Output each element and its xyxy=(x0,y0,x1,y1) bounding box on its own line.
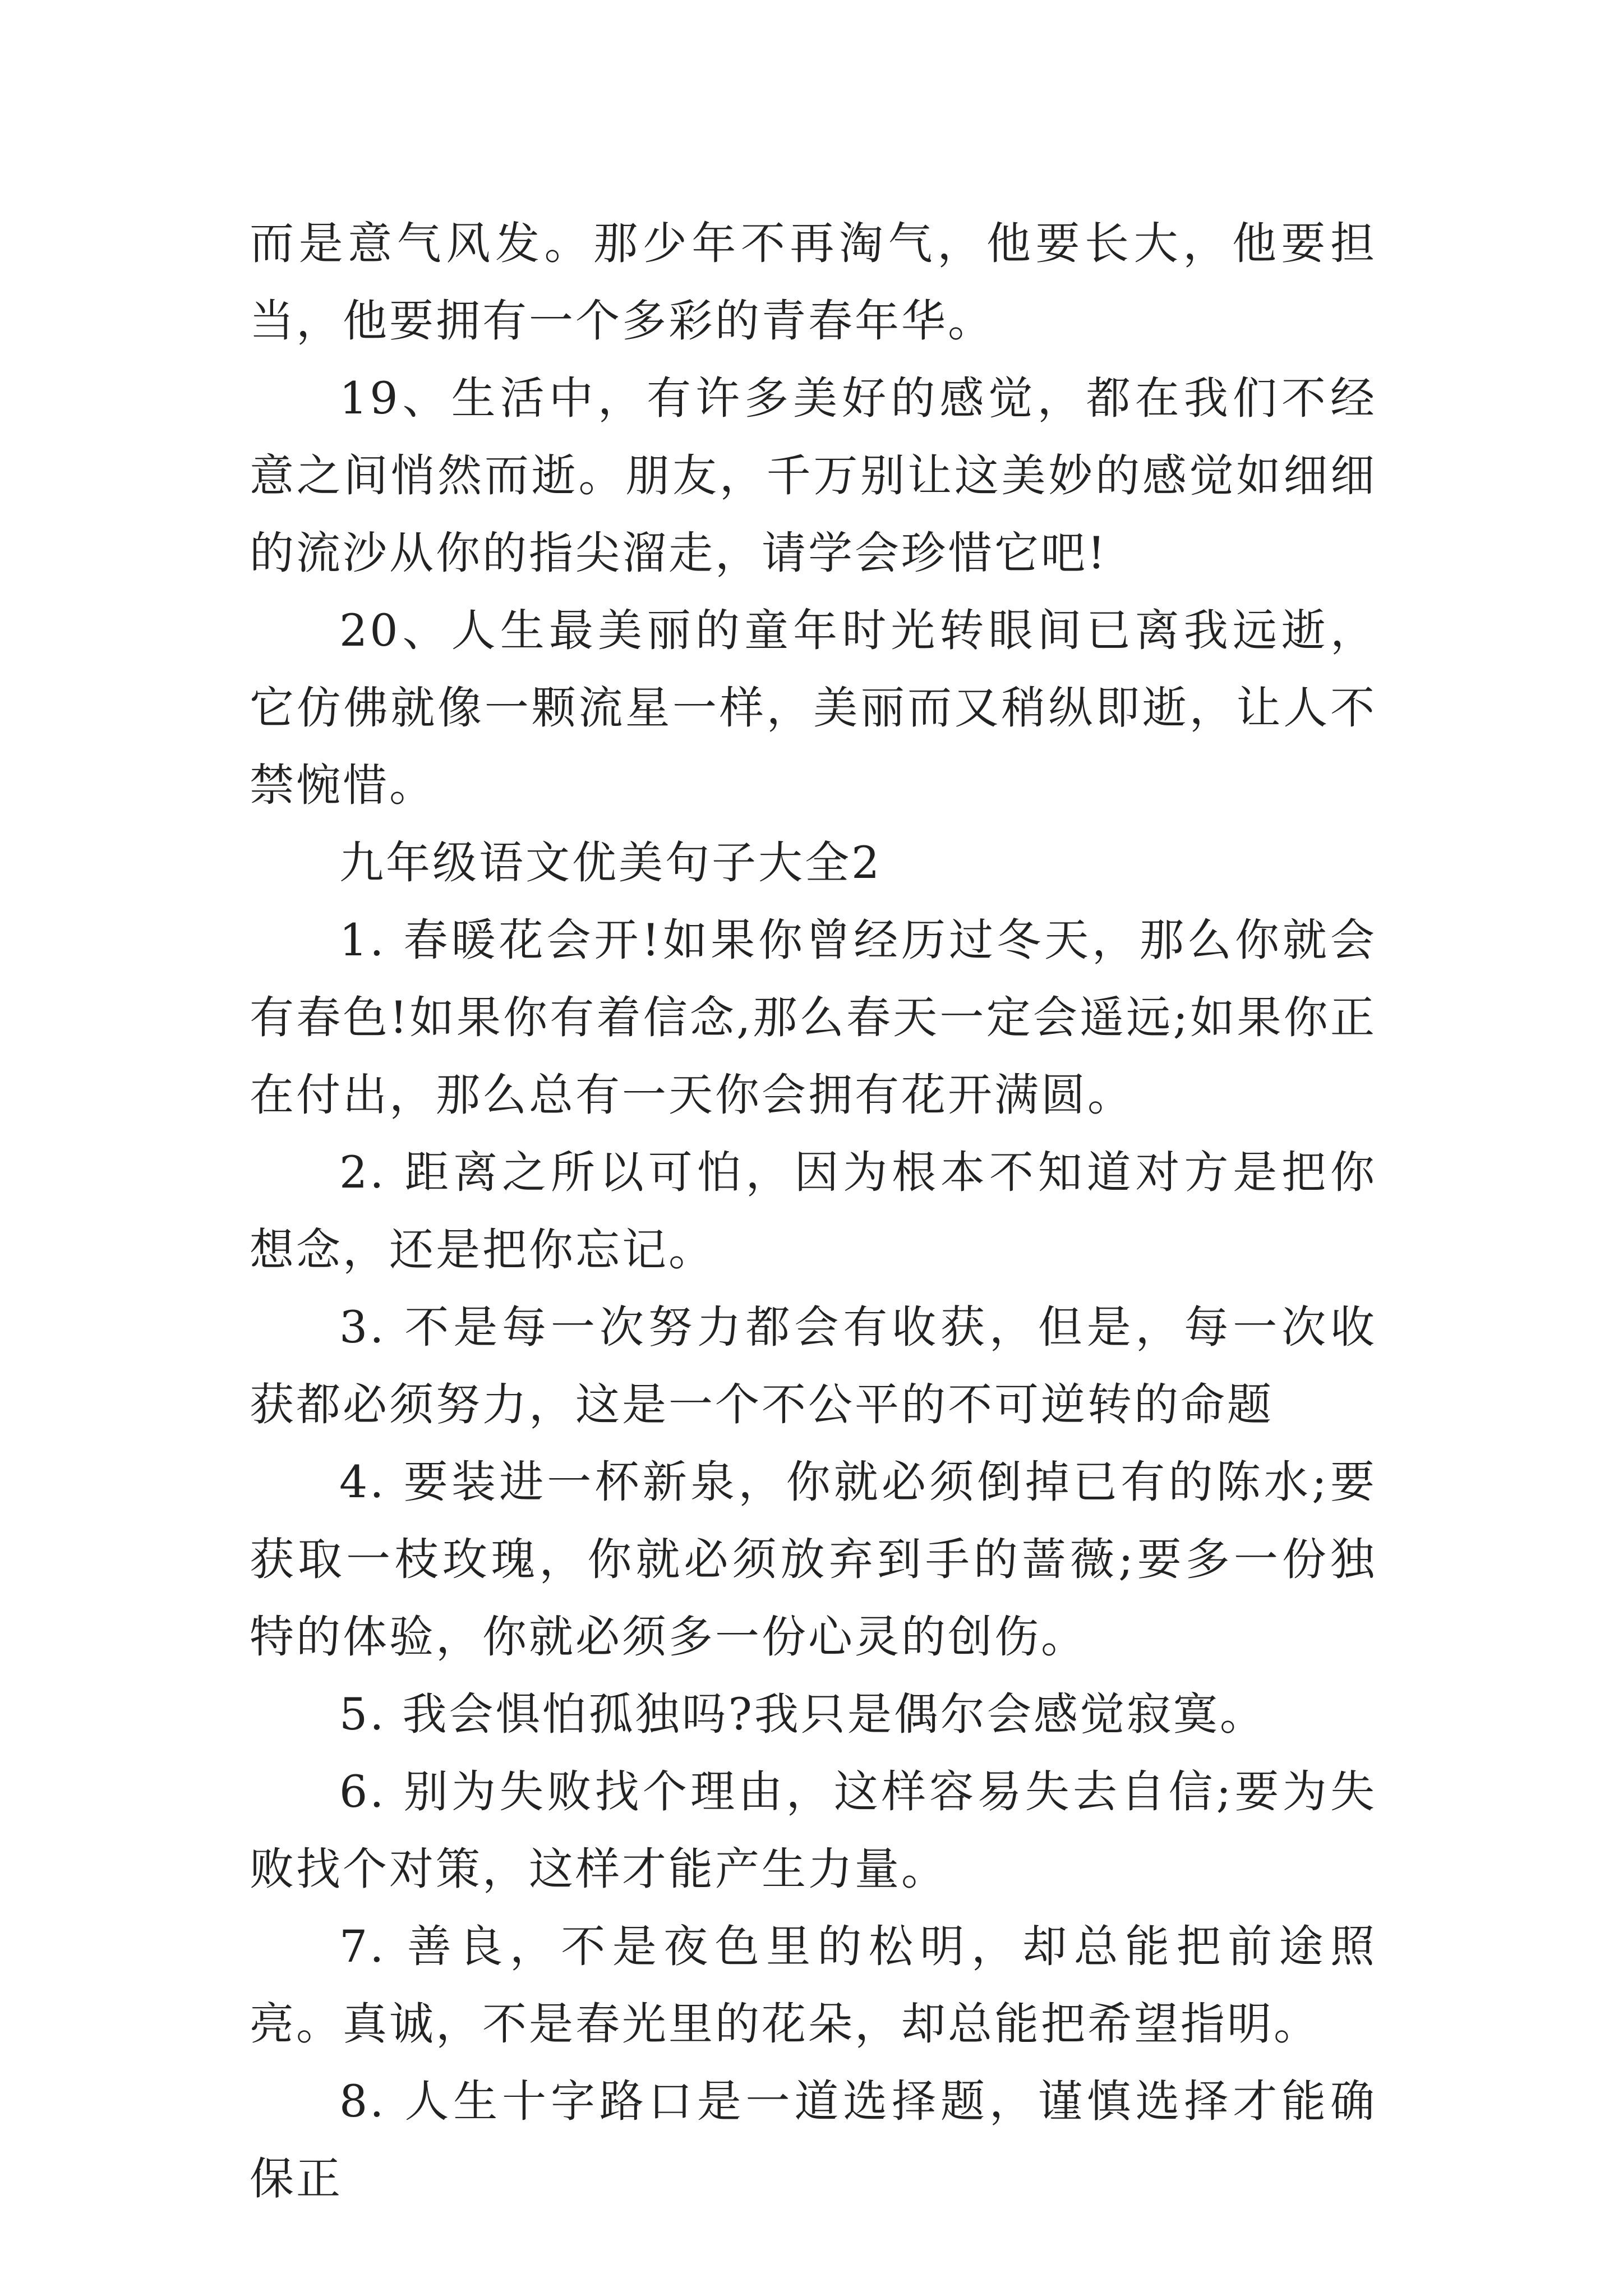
paragraph-item-6: 6. 别为失败找个理由，这样容易失去自信;要为失败找个对策，这样才能产生力量。 xyxy=(250,1766,1377,1895)
paragraph-item-7: 7. 善良，不是夜色里的松明，却总能把前途照亮。真诚，不是春光里的花朵，却总能把希望指明。 xyxy=(250,1921,1377,2050)
paragraph-item-1: 1. 春暖花会开!如果你曾经历过冬天，那么你就会有春色!如果你有着信念,那么春天一定会遥远;如果你正在付出，那么总有一天你会拥有花开满圆。 xyxy=(250,914,1377,1121)
paragraph-item-8: 8. 人生十字路口是一道选择题，谨慎选择才能确保正 xyxy=(250,2076,1377,2205)
paragraph-item-5: 5. 我会惧怕孤独吗?我只是偶尔会感觉寂寞。 xyxy=(339,1688,1266,1740)
paragraph-continuation: 而是意气风发。那少年不再淘气，他要长大，他要担当，他要拥有一个多彩的青春年华。 xyxy=(250,218,1377,347)
paragraph-item-2: 2. 距离之所以可怕，因为根本不知道对方是把你想念，还是把你忘记。 xyxy=(250,1147,1377,1276)
paragraph-item-19: 19、生活中，有许多美好的感觉，都在我们不经意之间悄然而逝。朋友，千万别让这美妙的感觉如细细的流沙从你的指尖溜走，请学会珍惜它吧! xyxy=(250,372,1377,579)
paragraph-item-20: 20、人生最美丽的童年时光转眼间已离我远逝，它仿佛就像一颗流星一样，美丽而又稍纵即逝，让人不禁惋惜。 xyxy=(250,605,1377,811)
document-body xyxy=(250,205,1377,2217)
paragraph-item-4: 4. 要装进一杯新泉，你就必须倒掉已有的陈水;要获取一枝玫瑰，你就必须放弃到手的蔷薇;要多一份独特的体验，你就必须多一份心灵的创伤。 xyxy=(250,1456,1377,1663)
section-heading: 九年级语文优美句子大全2 xyxy=(339,837,882,889)
paragraph-item-3: 3. 不是每一次努力都会有收获，但是，每一次收获都必须努力，这是一个不公平的不可逆转的命题 xyxy=(250,1301,1377,1430)
